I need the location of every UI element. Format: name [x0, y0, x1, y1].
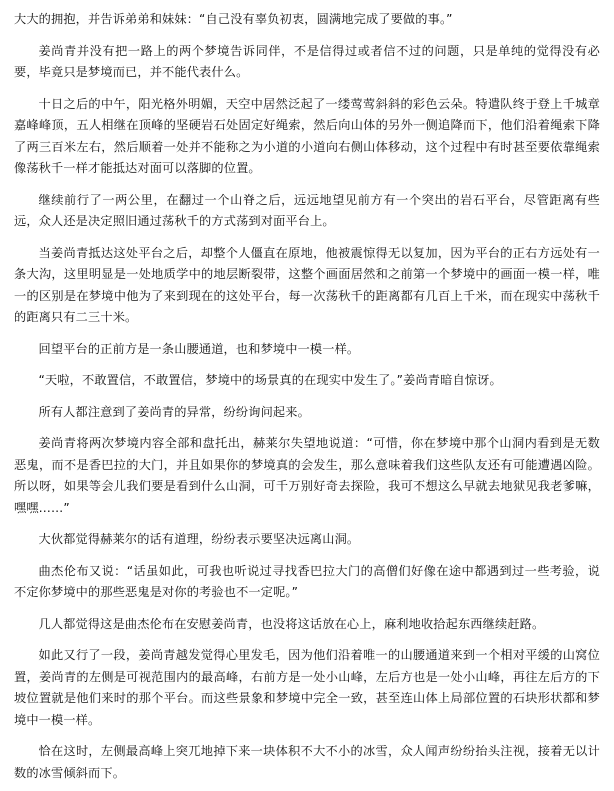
- paragraph-8: 所有人都注意到了姜尚青的异常，纷纷询问起来。: [38, 404, 310, 419]
- paragraph-6: 回望平台的正前方是一条山腰通道，也和梦境中一模一样。: [38, 341, 360, 356]
- paragraph-11: 曲杰伦布又说：“话虽如此，可我也听说过寻找香巴拉大门的高僧们好像在途中都遇到过一些考验，说不定你梦境中的那些恶鬼是对你的考验也不一定呢。”: [14, 563, 600, 599]
- paragraph-9: 姜尚青将两次梦境内容全部和盘托出，赫莱尔失望地说道：“可惜，你在梦境中那个山洞内看到是无数恶鬼，而不是香巴拉的大门，并且如果你的梦境真的会发生，那么意味着我们这些队友还有可能遭遇凶险。所以呀，如果等会儿我们要是看到什么山洞，可千万别好奇去探险，我可不想这么早就去地狱见我老爹嘛，嘿嘿……”: [14, 436, 600, 515]
- paragraph-3: 十日之后的中午，阳光格外明媚，天空中居然泛起了一缕莺莺斜斜的彩色云朵。特遣队终于登上千城章嘉峰峰顶，五人相继在顶峰的坚硬岩石处固定好绳索，然后向山体的另外一侧追降而下，他们沿着绳索下降了两三百米左右，然后顺着一处并不能称之为小道的小道向右侧山体移动，这个过程中有时甚至要依靠绳索像荡秋千一样才能抵达对面可以落脚的位置。: [14, 96, 600, 175]
- paragraph-10: 大伙都觉得赫莱尔的话有道理，纷纷表示要坚决远离山洞。: [38, 532, 360, 546]
- paragraph-5: 当姜尚青抵达这处平台之后，却整个人僵直在原地，他被震惊得无以复加，因为平台的正右方远处有一条大沟，这里明显是一处地质学中的地层断裂带，这整个画面居然和之前第一个梦境中的画面一模一样，唯一的区别是在梦境中他为了来到现在的这处平台，每一次荡秋千的距离都有几百上千米，而在现实中荡秋千的距离只有二三十米。: [14, 245, 600, 324]
- paragraph-4: 继续前行了一两公里，在翻过一个山脊之后，远远地望见前方有一个突出的岩石平台，尽管距离有些远，众人还是决定照旧通过荡秋千的方式荡到对面平台上。: [14, 192, 600, 228]
- paragraph-2: 姜尚青并没有把一路上的两个梦境告诉同伴，不是信得过或者信不过的问题，只是单纯的觉得没有必要，毕竟只是梦境而已，并不能代表什么。: [14, 43, 600, 79]
- paragraph-13: 如此又行了一段，姜尚青越发觉得心里发毛，因为他们沿着唯一的山腰通道来到一个相对平缓的山窝位置，姜尚青的左侧是可视范围内的最高峰，右前方是一处小山峰，左后方也是一处小山峰，再往左后方的下坡位置就是他们来时的那个平台。而这些景象和梦境中完全一致，甚至连山体上局部位置的石块形状都和梦境中一模一样。: [14, 648, 600, 727]
- paragraph-14: 恰在这时，左侧最高峰上突兀地掉下来一块体积不大不小的冰雪，众人闻声纷纷抬头注视，接着无以计数的冰雪倾斜而下。: [14, 744, 600, 780]
- paragraph-12: 几人都觉得这是曲杰伦布在安慰姜尚青，也没将这话放在心上，麻利地收拾起东西继续赶路。: [38, 616, 545, 631]
- paragraph-1: 大大的拥抱，并告诉弟弟和妹妹：“自己没有辜负初衷，圆满地完成了要做的事。”: [14, 12, 453, 26]
- paragraph-7: “天啦，不敢置信，不敢置信，梦境中的场景真的在现实中发生了。”姜尚青暗自惊讶。: [38, 373, 502, 387]
